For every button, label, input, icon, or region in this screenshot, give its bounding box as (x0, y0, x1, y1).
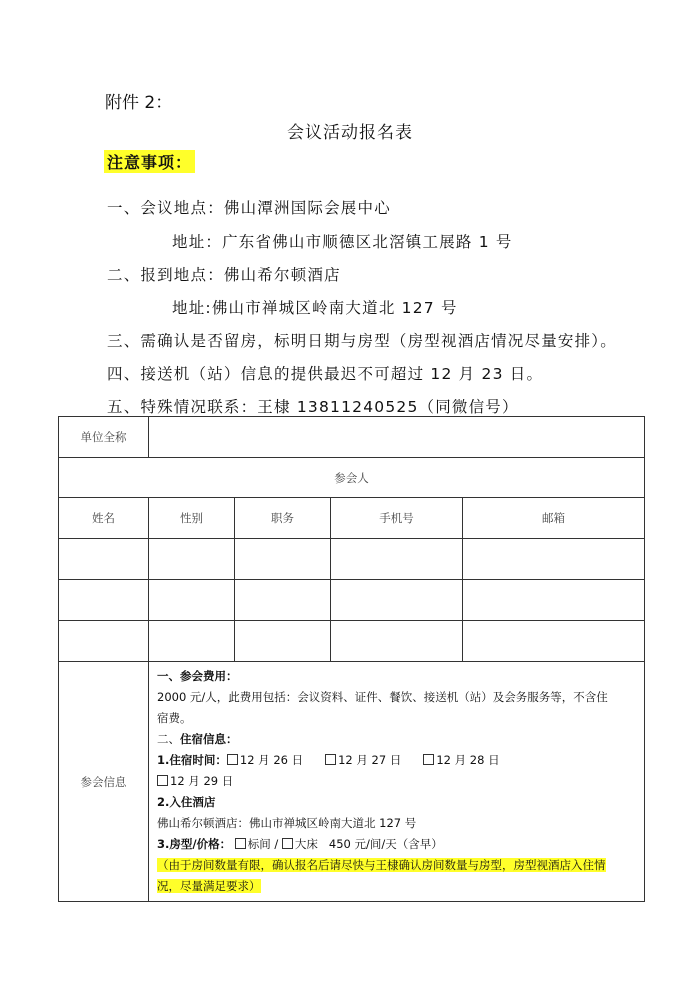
column-header-email: 邮箱 (463, 498, 645, 539)
room-separator: / (270, 837, 282, 851)
date-checkbox[interactable] (423, 754, 434, 765)
date-option-label: 12 月 27 日 (338, 753, 402, 767)
name-cell[interactable] (59, 580, 149, 621)
checkin-address: 地址:佛山市禅城区岭南大道北 127 号 (172, 299, 458, 317)
position-cell[interactable] (235, 580, 331, 621)
notice-heading: 注意事项： (104, 150, 195, 173)
email-cell[interactable] (463, 539, 645, 580)
email-cell[interactable] (463, 580, 645, 621)
room-type-label: 3.房型/价格： (157, 837, 232, 851)
date-option-label: 12 月 28 日 (436, 753, 500, 767)
attendance-info-label: 参会信息 (59, 662, 149, 902)
phone-cell[interactable] (331, 580, 463, 621)
column-header-position: 职务 (235, 498, 331, 539)
room-price: 450 元/间/天（含早） (328, 837, 443, 851)
column-header-phone: 手机号 (331, 498, 463, 539)
name-cell[interactable] (59, 539, 149, 580)
lodging-heading-text: 住宿信息： (180, 732, 238, 746)
contact-line: 五、特殊情况联系：王棣 13811240525（同微信号） (107, 398, 519, 416)
venue-line: 一、会议地点：佛山潭洲国际会展中心 (107, 199, 391, 217)
date-option-label: 12 月 29 日 (170, 774, 234, 788)
stay-dates-row (157, 750, 636, 771)
date-checkbox[interactable] (325, 754, 336, 765)
hotel-address: 佛山希尔顿酒店：佛山市禅城区岭南大道北 127 号 (157, 816, 417, 830)
venue-address: 地址：广东省佛山市顺德区北滘镇工展路 1 号 (172, 233, 513, 251)
lodging-heading (157, 729, 636, 750)
table-row (59, 621, 645, 662)
fee-text: 2000 元/人，此费用包括：会议资料、证件、餐饮、接送机（站）及会务服务等，不含住 (157, 690, 608, 704)
pickup-deadline-line: 四、接送机（站）信息的提供最迟不可超过 12 月 23 日。 (107, 365, 544, 383)
room-type-row (157, 834, 636, 855)
room-note-line: 三、需确认是否留房，标明日期与房型（房型视酒店情况尽量安排）。 (107, 332, 617, 350)
unit-name-label: 单位全称 (59, 417, 149, 458)
lodging-heading-prefix: 二、 (157, 732, 180, 746)
attendance-info (149, 662, 645, 902)
stay-dates-row-2 (157, 771, 636, 792)
stay-label: 1.住宿时间： (157, 753, 227, 767)
unit-name-field[interactable] (149, 417, 645, 458)
attachment-label: 附件 2： (105, 93, 173, 113)
gender-cell[interactable] (149, 539, 235, 580)
room-option-label: 大床 (294, 837, 318, 851)
phone-cell[interactable] (331, 621, 463, 662)
table-row (59, 539, 645, 580)
table-row (59, 580, 645, 621)
fee-heading: 一、参会费用： (157, 669, 238, 683)
position-cell[interactable] (235, 621, 331, 662)
name-cell[interactable] (59, 621, 149, 662)
attendees-label: 参会人 (59, 458, 645, 498)
date-checkbox[interactable] (227, 754, 238, 765)
room-notice-highlight: （由于房间数量有限，确认报名后请尽快与王棣确认房间数量与房型，房型视酒店入住情 (157, 858, 606, 872)
page-title: 会议活动报名表 (287, 123, 413, 143)
registration-form (58, 416, 645, 902)
gender-cell[interactable] (149, 621, 235, 662)
email-cell[interactable] (463, 621, 645, 662)
room-checkbox[interactable] (235, 838, 246, 849)
checkin-line: 二、报到地点：佛山希尔顿酒店 (107, 266, 341, 284)
date-option-label: 12 月 26 日 (239, 753, 304, 767)
position-cell[interactable] (235, 539, 331, 580)
column-header-gender: 性别 (149, 498, 235, 539)
date-checkbox[interactable] (157, 775, 168, 786)
hotel-heading: 2.入住酒店 (157, 795, 216, 809)
room-notice-highlight-cont: 况，尽量满足要求） (157, 879, 261, 893)
phone-cell[interactable] (331, 539, 463, 580)
room-option-label: 标间 (247, 837, 271, 851)
gender-cell[interactable] (149, 580, 235, 621)
room-checkbox[interactable] (282, 838, 293, 849)
column-header-name: 姓名 (59, 498, 149, 539)
fee-text-cont: 宿费。 (157, 711, 192, 725)
